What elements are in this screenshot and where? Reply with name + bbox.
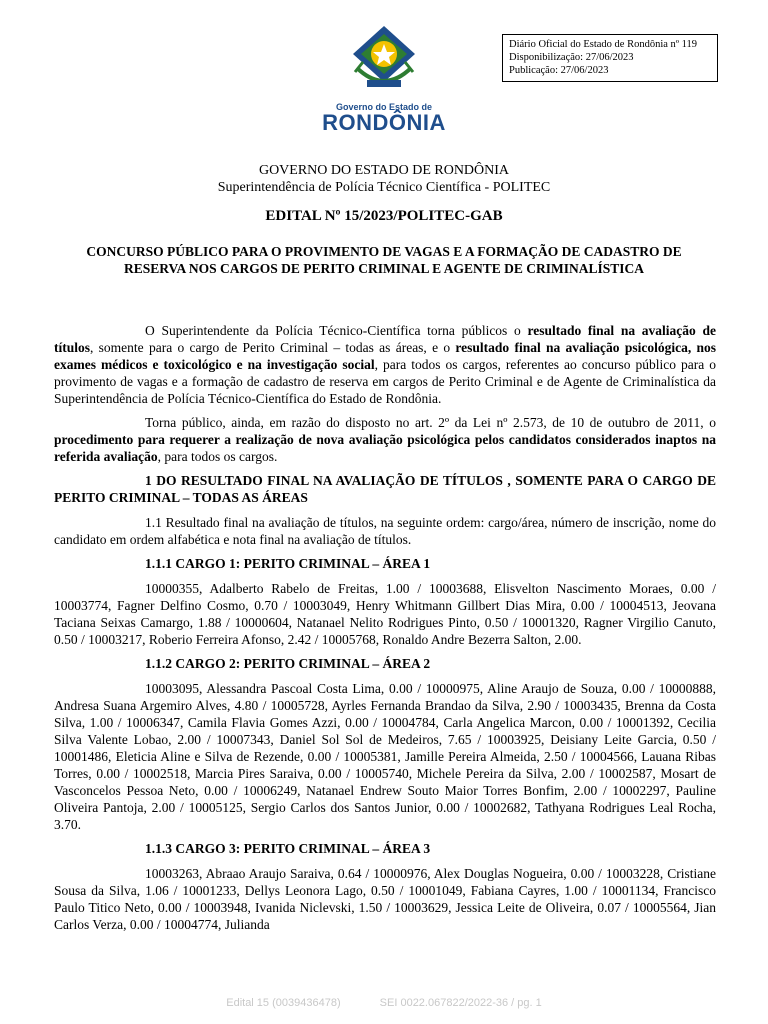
cargo-3-title: 1.1.3 CARGO 3: PERITO CRIMINAL – ÁREA 3 bbox=[145, 841, 431, 856]
intro-paragraph-2 bbox=[54, 414, 716, 465]
logo-title: RONDÔNIA bbox=[322, 110, 446, 135]
intro-p1-text-a: O Superintendente da Polícia Técnico-Científica torna públicos o bbox=[145, 323, 528, 338]
intro-p1-bold-d: resultado final na avaliação psicológica, nos exames médicos e toxicológico e na investigação social bbox=[54, 340, 716, 372]
footer-sei-reference: SEI 0022.067822/2022-36 / pg. 1 bbox=[379, 997, 542, 1009]
cargo-2-list: 10003095, Alessandra Pascoal Costa Lima, 0.00 / 10000975, Aline Araujo de Souza, 0.00 / 10000888, Andresa Suana Argemiro Alves, 4.80 / 10005728, Ayrles Fernanda Brandao da Silva, 2.90 / 10003435, Brenna da Costa Silva, 1.00 / 10006347, Camila Flavia Gomes Azzi, 0.00 / 10004784, Carla Angelica Marcon, 0.00 / 10001392, Cecilia Silva Valente Lobao, 2.00 / 10007343, Daniel Sol Sol de Medeiros, 7.65 / 10003925, Deisiany Leite Garcia, 0.50 / 10001486, Eleticia Aline e Silva de Rezende, 0.00 / 10005381, Jamille Pereira Almeida, 2.50 / 10004566, Lauana Ribas Torres, 0.00 / 10002518, Marcia Pires Saraiva, 0.00 / 10005740, Michele Pereira da Silva, 2.00 / 10002587, Mosart de Vasconcelos Pessoa Neto, 0.00 / 10006249, Natanael Endrew Souto Maior Torres Bonfim, 2.00 / 10002297, Pauline Oliveira Pantoja, 2.00 / 10005125, Sergio Carlos dos Santos Junior, 0.00 / 10002682, Tathyana Rodrigues Leal Rocha, 3.70. bbox=[54, 681, 716, 832]
edital-title: EDITAL Nº 15/2023/POLITEC-GAB bbox=[265, 208, 503, 224]
intro-p1-text-e: , para todos os cargos, referentes ao concurso público para o provimento de vagas e a formação de cadastro de reserva em cargos de Perito Criminal e de Agente de Criminalística da Superintendência de Polícia Técnico-Científica do Estado de Rondônia. bbox=[54, 357, 716, 406]
intro-p1-text-c: , somente para o cargo de Perito Criminal – todas as áreas, e o bbox=[90, 340, 456, 355]
publication-info-box bbox=[502, 34, 718, 82]
coat-of-arms-icon bbox=[349, 24, 419, 100]
section-1-title: 1 DO RESULTADO FINAL NA AVALIAÇÃO DE TÍTULOS , SOMENTE PARA O CARGO DE PERITO CRIMINAL – TODAS AS ÁREAS bbox=[54, 473, 716, 505]
concurso-title: CONCURSO PÚBLICO PARA O PROVIMENTO DE VAGAS E A FORMAÇÃO DE CADASTRO DE RESERVA NOS CARGOS DE PERITO CRIMINAL E AGENTE DE CRIMINALÍSTICA bbox=[86, 244, 682, 276]
cargo-1-title: 1.1.1 CARGO 1: PERITO CRIMINAL – ÁREA 1 bbox=[145, 556, 431, 571]
document-body bbox=[54, 322, 716, 940]
logo-subtitle: Governo do Estado de bbox=[335, 102, 432, 112]
cargo-3-list: 10003263, Abraao Araujo Saraiva, 0.64 / 10000976, Alex Douglas Nogueira, 0.00 / 10003228, Cristiane Sousa da Silva, 1.06 / 10001233, Dellys Leonora Lago, 0.50 / 10001049, Fabiana Cayres, 1.00 / 10001134, Francisco Paulo Titico Neto, 0.00 / 10003948, Ivanida Niclevski, 1.50 / 10003629, Jessica Leite de Oliveira, 0.07 / 10005564, Jian Carlos Verza, 0.00 / 10004774, Julianda bbox=[54, 866, 716, 932]
publication-availability-date: Disponibilização: 27/06/2023 bbox=[509, 52, 634, 63]
publication-journal: Diário Oficial do Estado de Rondônia nº 119 bbox=[509, 39, 698, 50]
intro-p2-text-c: , para todos os cargos. bbox=[157, 449, 278, 464]
cargo-1-list: 10000355, Adalberto Rabelo de Freitas, 1.00 / 10003688, Elisvelton Nascimento Moraes, 0.00 / 10003774, Fagner Delfino Cosmo, 0.70 / 10003049, Henry Whitmann Gillbert Dias Mira, 0.00 / 10004513, Jeovana Taciana Seixas Camargo, 1.88 / 10000604, Natanael Nelito Rodrigues Pinto, 0.50 / 10001320, Ragner Virgilio Canuto, 0.50 / 10003217, Roberio Ferreira Afonso, 2.42 / 10005768, Ronaldo Andre Bezerra Salton, 2.00. bbox=[54, 581, 716, 647]
section-1-1-paragraph: 1.1 Resultado final na avaliação de títulos, na seguinte ordem: cargo/área, número de inscrição, nome do candidato em ordem alfabética e nota final na avaliação de títulos. bbox=[54, 515, 716, 547]
footer-document-id: Edital 15 (0039436478) bbox=[226, 997, 341, 1009]
publication-date: Publicação: 27/06/2023 bbox=[509, 65, 609, 76]
page-footer bbox=[0, 997, 768, 1009]
intro-p2-bold-b: procedimento para requerer a realização de nova avaliação psicológica pelos candidatos considerados inaptos na referida avaliação bbox=[54, 432, 716, 464]
header-block bbox=[54, 162, 714, 196]
department-name: Superintendência de Polícia Técnico Científica - POLITEC bbox=[217, 180, 551, 195]
intro-paragraph-1 bbox=[54, 322, 716, 407]
government-name: GOVERNO DO ESTADO DE RONDÔNIA bbox=[258, 163, 510, 178]
intro-p1-bold-b: resultado final na avaliação de títulos bbox=[54, 323, 716, 355]
intro-p2-text-a: Torna público, ainda, em razão do disposto no art. 2º da Lei nº 2.573, de 10 de outubro de 2011, o bbox=[145, 415, 716, 430]
government-logo bbox=[318, 24, 450, 152]
cargo-2-title: 1.1.2 CARGO 2: PERITO CRIMINAL – ÁREA 2 bbox=[145, 656, 431, 671]
